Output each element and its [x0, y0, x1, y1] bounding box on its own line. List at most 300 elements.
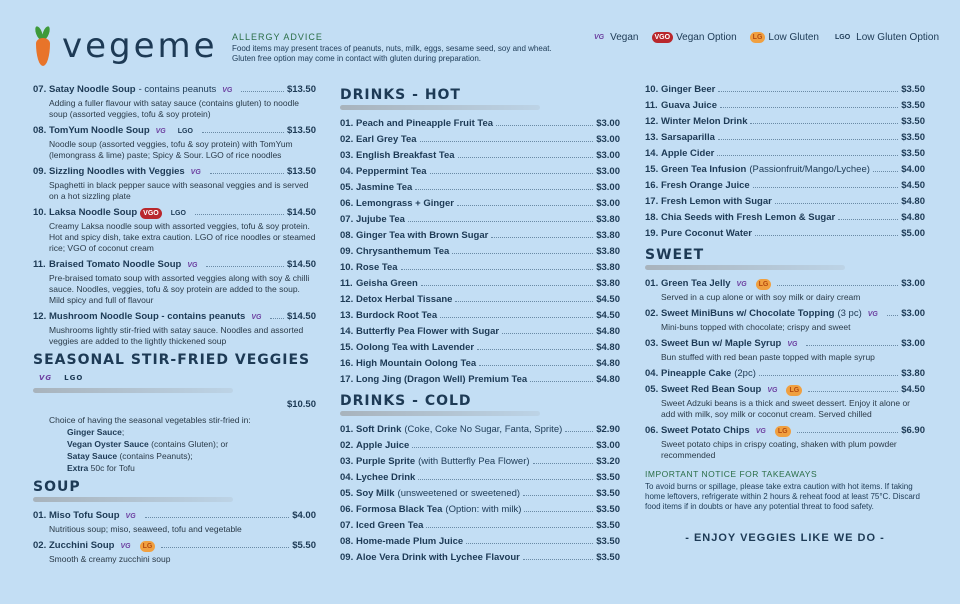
dot-leader: [750, 116, 898, 124]
item-description: Served in a cup alone or with soy milk or dairy cream: [661, 292, 861, 302]
item-price: $3.00: [596, 182, 620, 193]
item-price: $4.00: [901, 164, 925, 175]
menu-item-row: [33, 538, 316, 554]
item-name: Laksa Noodle Soup: [49, 207, 138, 218]
item-name: Sweet Bun w/ Maple Syrup: [661, 338, 782, 349]
item-name: Pure Coconut Water: [661, 228, 752, 239]
menu-item-row: [645, 210, 925, 226]
item-name: Satay Noodle Soup: [49, 84, 136, 95]
menu-item-row: [340, 180, 620, 196]
item-number: 17.: [340, 374, 354, 385]
item-name: Chia Seeds with Fresh Lemon & Sugar: [661, 212, 836, 223]
section-title: SOUP: [33, 479, 81, 495]
menu-item-row: [340, 196, 620, 212]
item-extra: (2pc): [734, 368, 756, 379]
item-price: $3.50: [901, 148, 925, 159]
item-description: Mini-buns topped with chocolate; crispy and sweet: [661, 322, 851, 332]
dot-leader: [195, 207, 284, 215]
dot-leader: [502, 326, 593, 334]
dot-leader: [491, 230, 593, 238]
item-name: Sweet MiniBuns w/ Chocolate Topping: [661, 308, 835, 319]
item-name: Apple Juice: [356, 440, 410, 451]
section-underline: [340, 105, 540, 110]
item-number: 11.: [33, 259, 46, 270]
section-title: SWEET: [645, 247, 705, 263]
item-name: Home-made Plum Juice: [356, 536, 464, 547]
item-price: $4.80: [901, 196, 925, 207]
item-name: Formosa Black Tea: [356, 504, 443, 515]
menu-item-row: [645, 98, 925, 114]
diet-badge-icon: VG: [867, 311, 878, 318]
stirfry-option: [33, 462, 316, 474]
menu-item-row: [340, 212, 620, 228]
item-name: Jujube Tea: [356, 214, 405, 225]
dot-leader: [452, 246, 593, 254]
menu-column-right: [645, 82, 925, 544]
item-number: 14.: [645, 148, 659, 159]
section-underline: [33, 388, 233, 393]
option-name: Ginger Sauce: [67, 427, 122, 437]
menu-item-row: [340, 132, 620, 148]
item-number: 03.: [645, 338, 659, 349]
dot-leader: [202, 125, 284, 133]
carrot-icon: [32, 26, 54, 66]
item-price: $4.80: [596, 358, 620, 369]
item-price: $3.20: [596, 456, 620, 467]
dot-leader: [420, 134, 594, 142]
item-price: $5.00: [901, 228, 925, 239]
diet-badge-icon: LGO: [170, 210, 186, 217]
diet-badge-icon: VG: [155, 128, 166, 135]
menu-item-row: [645, 382, 925, 398]
menu-item-row: [645, 276, 925, 292]
menu-item-row: [33, 123, 316, 139]
menu-item-row: [645, 226, 925, 242]
stirfry-option: [33, 450, 316, 462]
item-price: $13.50: [286, 84, 316, 95]
dot-leader: [418, 472, 593, 480]
item-name: Mushroom Noodle Soup - contains peanuts: [49, 311, 246, 322]
menu-header: [0, 0, 960, 78]
diet-badge-icon: LG: [786, 385, 802, 396]
item-price: $5.50: [292, 540, 316, 551]
dot-leader: [873, 164, 898, 172]
item-number: 01.: [645, 278, 659, 289]
item-number: 16.: [645, 180, 659, 191]
item-number: 07.: [340, 520, 354, 531]
item-description: Spaghetti in black pepper sauce with seasonal veggies and is served on a hot sizzling plate: [49, 180, 309, 201]
item-price: $3.00: [901, 308, 925, 319]
item-price: $3.50: [596, 504, 620, 515]
item-number: 10.: [33, 207, 47, 218]
item-name: Soft Drink: [356, 424, 402, 435]
diet-badge-icon: VG: [187, 262, 198, 269]
menu-item-row: [33, 205, 316, 221]
takeaway-notice: [645, 469, 925, 512]
dot-leader: [421, 278, 593, 286]
menu-item-row: [340, 116, 620, 132]
item-price: $3.50: [596, 488, 620, 499]
dot-leader: [806, 338, 898, 346]
menu-item-row: [33, 257, 316, 273]
item-name: Lemongrass + Ginger: [356, 198, 454, 209]
dot-leader: [753, 180, 899, 188]
notice-text: To avoid burns or spillage, please take extra caution with hot items. If taking home leftovers, refrigerate within 2 hours & reheat food at least 75°C. Discard food items if in doubts or have any potential threat to food safety.: [645, 482, 920, 511]
dot-leader: [458, 150, 594, 158]
item-name: Winter Melon Drink: [661, 116, 748, 127]
item-price: $3.00: [901, 338, 925, 349]
item-name: TomYum Noodle Soup: [49, 125, 150, 136]
item-name: Sizzling Noodles with Veggies: [49, 166, 185, 177]
item-price: $3.50: [901, 116, 925, 127]
menu-item-row: [340, 308, 620, 324]
dot-leader: [210, 166, 284, 174]
item-number: 06.: [340, 198, 354, 209]
dot-leader: [479, 358, 593, 366]
diet-badge-icon: VG: [39, 373, 53, 382]
item-name: Butterfly Pea Flower with Sugar: [356, 326, 500, 337]
menu-item-row: [340, 148, 620, 164]
menu-item-row: [340, 518, 620, 534]
item-price: $13.50: [286, 166, 316, 177]
stirfry-choice: Choice of having the seasonal vegetables stir-fried in:: [49, 415, 251, 425]
dot-leader: [415, 182, 593, 190]
item-name: Sweet Potato Chips: [661, 425, 750, 436]
dot-leader: [533, 456, 594, 464]
option-detail: (contains Peanuts);: [117, 451, 193, 461]
item-number: 09.: [340, 552, 354, 563]
dot-leader: [145, 510, 290, 518]
item-price: $3.50: [596, 536, 620, 547]
menu-item-row: [340, 244, 620, 260]
dot-leader: [718, 132, 898, 140]
item-price: $2.90: [596, 424, 620, 435]
item-price: $3.00: [596, 134, 620, 145]
item-price: $3.00: [596, 166, 620, 177]
item-price: $3.80: [596, 262, 620, 273]
diet-badge-icon: VG: [125, 513, 136, 520]
menu-item-row: [645, 194, 925, 210]
menu-item-row: [645, 114, 925, 130]
item-name: Peach and Pineapple Fruit Tea: [356, 118, 494, 129]
dot-leader: [759, 368, 898, 376]
item-number: 01.: [33, 510, 47, 521]
option-detail: ;: [121, 427, 125, 437]
menu-item-row: [645, 162, 925, 178]
menu-item-row: [645, 423, 925, 439]
dot-leader: [717, 148, 898, 156]
menu-item-row: [340, 228, 620, 244]
item-name: Geisha Green: [356, 278, 418, 289]
item-number: 08.: [340, 230, 354, 241]
item-number: 08.: [33, 125, 47, 136]
item-number: 09.: [340, 246, 354, 257]
legend-item: [649, 32, 737, 43]
dot-leader: [755, 228, 898, 236]
item-number: 01.: [340, 118, 354, 129]
dot-leader: [887, 308, 898, 316]
dot-leader: [241, 84, 284, 92]
menu-column-middle: [340, 82, 620, 566]
dot-leader: [466, 536, 593, 544]
item-number: 19.: [645, 228, 659, 239]
item-number: 03.: [340, 150, 354, 161]
dot-leader: [206, 259, 284, 267]
dot-leader: [440, 310, 593, 318]
item-number: 03.: [340, 456, 354, 467]
menu-item-row: [645, 82, 925, 98]
item-name: Detox Herbal Tissane: [356, 294, 453, 305]
item-number: 13.: [645, 132, 659, 143]
dot-leader: [530, 374, 593, 382]
item-price: $3.50: [596, 520, 620, 531]
item-description: Creamy Laksa noodle soup with assorted veggies, tofu & soy protein. Hot and spicy dish, take extra caution. LGO of rice noodles or steamed rice; VGO of coconut cream: [49, 221, 316, 253]
dot-leader: [270, 311, 283, 319]
item-name: Aloe Vera Drink with Lychee Flavour: [356, 552, 520, 563]
item-number: 15.: [645, 164, 659, 175]
dot-leader: [718, 84, 898, 92]
diet-badge-icon: LG: [140, 541, 156, 552]
diet-badge-icon: LGO: [835, 34, 851, 41]
item-extra: (unsweetened or sweetened): [397, 488, 521, 499]
legend-label: Vegan: [610, 32, 639, 43]
dot-leader: [565, 424, 593, 432]
item-number: 04.: [340, 166, 354, 177]
legend-item: [747, 32, 819, 43]
diet-legend: [588, 32, 949, 43]
item-extra: (Passionfruit/Mango/Lychee): [749, 164, 870, 175]
item-name: English Breakfast Tea: [356, 150, 455, 161]
item-price: $3.80: [596, 278, 620, 289]
diet-badge-icon: VG: [736, 281, 747, 288]
menu-item-row: [340, 372, 620, 388]
item-price: $3.00: [596, 118, 620, 129]
item-price: $3.00: [596, 198, 620, 209]
item-price: $3.50: [901, 132, 925, 143]
item-price: $3.80: [596, 214, 620, 225]
item-number: 07.: [340, 214, 354, 225]
item-price: $3.50: [596, 552, 620, 563]
legend-label: Vegan Option: [676, 32, 737, 43]
menu-item-row: [33, 309, 316, 325]
menu-item-row: [340, 454, 620, 470]
brand-logo: [32, 26, 218, 66]
item-price: $3.00: [901, 278, 925, 289]
item-name: Rose Tea: [356, 262, 398, 273]
item-number: 13.: [340, 310, 354, 321]
item-name: Iced Green Tea: [356, 520, 424, 531]
item-number: 09.: [33, 166, 47, 177]
item-number: 02.: [33, 540, 47, 551]
option-name: Vegan Oyster Sauce: [67, 439, 149, 449]
item-name: Chrysanthemum Tea: [356, 246, 450, 257]
item-price: $4.80: [596, 342, 620, 353]
menu-item-row: [33, 164, 316, 180]
item-name: Oolong Tea with Lavender: [356, 342, 475, 353]
notice-title: IMPORTANT NOTICE FOR TAKEAWAYS: [645, 469, 818, 479]
option-name: Extra: [67, 463, 89, 473]
section-underline: [33, 497, 233, 502]
dot-leader: [777, 278, 898, 286]
item-number: 06.: [645, 425, 659, 436]
item-price: $3.80: [596, 230, 620, 241]
menu-item-row: [340, 276, 620, 292]
dot-leader: [797, 425, 899, 433]
item-number: 18.: [645, 212, 659, 223]
diet-badge-icon: LG: [750, 32, 766, 43]
item-number: 17.: [645, 196, 659, 207]
menu-item-row: [645, 306, 925, 322]
item-extra: (Option: with milk): [445, 504, 522, 515]
menu-item-row: [340, 502, 620, 518]
menu-item-row: [33, 82, 316, 98]
diet-badge-icon: VGO: [652, 32, 674, 43]
item-name: Ginger Tea with Brown Sugar: [356, 230, 489, 241]
diet-badge-icon: VG: [120, 543, 131, 550]
item-name: Green Tea Infusion: [661, 164, 747, 175]
item-description: Noodle soup (assorted veggies, tofu & soy protein) with TomYum (lemongrass & lime) paste; Spicy & Sour. LGO of rice noodles: [49, 139, 293, 160]
option-detail: (contains Gluten); or: [148, 439, 229, 449]
item-number: 07.: [33, 84, 47, 95]
item-description: Smooth & creamy zucchini soup: [49, 554, 171, 564]
menu-item-row: [340, 550, 620, 566]
dot-leader: [496, 118, 593, 126]
item-price: $3.80: [901, 368, 925, 379]
menu-item-row: [645, 336, 925, 352]
item-number: 04.: [645, 368, 659, 379]
legend-item: [588, 32, 639, 43]
item-name: Miso Tofu Soup: [49, 510, 120, 521]
dot-leader: [523, 488, 593, 496]
diet-badge-icon: VG: [190, 169, 201, 176]
menu-item-row: [33, 508, 316, 524]
section-title: SEASONAL STIR-FRIED VEGGIESVG LGO: [33, 352, 311, 382]
dot-leader: [808, 384, 898, 392]
item-name: Earl Grey Tea: [356, 134, 417, 145]
item-number: 01.: [340, 424, 354, 435]
item-price: $4.80: [901, 212, 925, 223]
item-price: $3.50: [901, 100, 925, 111]
dot-leader: [161, 540, 289, 548]
item-number: 15.: [340, 342, 354, 353]
item-number: 02.: [645, 308, 659, 319]
dot-leader: [455, 294, 593, 302]
item-price: $6.90: [901, 425, 925, 436]
item-price: $3.00: [596, 150, 620, 161]
dot-leader: [524, 504, 593, 512]
section-title: DRINKS - HOT: [340, 87, 461, 103]
item-number: 05.: [645, 384, 659, 395]
diet-badge-icon: VG: [755, 428, 766, 435]
item-description: Bun stuffed with red bean paste topped with maple syrup: [661, 352, 875, 362]
menu-column-left: [33, 82, 316, 568]
menu-item-row: [340, 422, 620, 438]
item-number: 10.: [340, 262, 354, 273]
brand-name: vegeme: [62, 26, 218, 66]
item-number: 05.: [340, 488, 354, 499]
menu-item-row: [340, 292, 620, 308]
dot-leader: [775, 196, 898, 204]
item-name: Fresh Orange Juice: [661, 180, 750, 191]
allergy-title: ALLERGY ADVICE: [232, 32, 323, 42]
dot-leader: [408, 214, 593, 222]
item-price: $4.50: [901, 384, 925, 395]
allergy-text: Food items may present traces of peanuts, nuts, milk, eggs, sesame seed, soy and wheat. Gluten free option may come in contact with gluten during preparation.: [232, 44, 552, 63]
item-name: Braised Tomato Noodle Soup: [49, 259, 182, 270]
legend-label: Low Gluten Option: [856, 32, 939, 43]
item-number: 12.: [645, 116, 659, 127]
stirfry-price: $10.50: [286, 399, 316, 410]
item-number: 11.: [645, 100, 658, 111]
dot-leader: [430, 166, 594, 174]
item-name: Purple Sprite: [356, 456, 416, 467]
menu-item-row: [645, 178, 925, 194]
menu-item-row: [645, 146, 925, 162]
menu-item-row: [340, 470, 620, 486]
item-price: $3.00: [596, 440, 620, 451]
dot-leader: [477, 342, 593, 350]
dot-leader: [720, 100, 898, 108]
menu-item-row: [340, 486, 620, 502]
menu-item-row: [340, 324, 620, 340]
item-price: $4.50: [901, 180, 925, 191]
diet-badge-icon: VG: [767, 387, 778, 394]
item-name: Green Tea Jelly: [661, 278, 731, 289]
item-name: Fresh Lemon with Sugar: [661, 196, 772, 207]
item-description: Mushrooms lightly stir-fried with satay sauce. Noodles and assorted veggies are added to the lightly thickened soup: [49, 325, 304, 346]
item-description: Pre-braised tomato soup with assorted veggies along with soy & chilli sauce. Noodles, veggies, tofu & soy protein are added to the soup. Mild spicy and full of flavour: [49, 273, 310, 305]
item-price: $3.50: [901, 84, 925, 95]
diet-badge-icon: LGO: [64, 373, 84, 382]
item-number: 05.: [340, 182, 354, 193]
item-number: 02.: [340, 440, 354, 451]
legend-label: Low Gluten: [768, 32, 819, 43]
item-number: 06.: [340, 504, 354, 515]
item-number: 10.: [645, 84, 659, 95]
dot-leader: [523, 552, 593, 560]
item-price: $3.80: [596, 246, 620, 257]
stirfry-option: [33, 438, 316, 450]
menu-item-row: [340, 164, 620, 180]
item-number: 04.: [340, 472, 354, 483]
item-number: 02.: [340, 134, 354, 145]
item-description: Adding a fuller flavour with satay sauce (contains gluten) to noodle soup (assorted veggies, tofu & soy protein): [49, 98, 299, 119]
menu-item-row: [340, 534, 620, 550]
item-description: Sweet Adzuki beans is a thick and sweet dessert. Enjoy it alone or add with milk, soy milk or coconut cream. Served chilled: [661, 398, 910, 419]
item-name: Sweet Red Bean Soup: [661, 384, 762, 395]
menu-item-row: [340, 260, 620, 276]
menu-item-row: [340, 340, 620, 356]
option-detail: 50c for Tofu: [88, 463, 135, 473]
item-price: $3.50: [596, 472, 620, 483]
menu-item-row: [340, 438, 620, 454]
item-extra: (with Butterfly Pea Flower): [418, 456, 530, 467]
item-extra: (Coke, Coke No Sugar, Fanta, Sprite): [404, 424, 563, 435]
dot-leader: [412, 440, 593, 448]
menu-item-row: [340, 356, 620, 372]
item-number: 08.: [340, 536, 354, 547]
diet-badge-icon: LGO: [177, 128, 193, 135]
item-price: $4.80: [596, 326, 620, 337]
menu-item-row: [645, 366, 925, 382]
item-price: $14.50: [286, 207, 316, 218]
item-name: Burdock Root Tea: [356, 310, 438, 321]
option-name: Satay Sauce: [67, 451, 118, 461]
section-underline: [340, 411, 540, 416]
dot-leader: [457, 198, 593, 206]
item-name: Zucchini Soup: [49, 540, 115, 551]
diet-badge-icon: LG: [775, 426, 791, 437]
